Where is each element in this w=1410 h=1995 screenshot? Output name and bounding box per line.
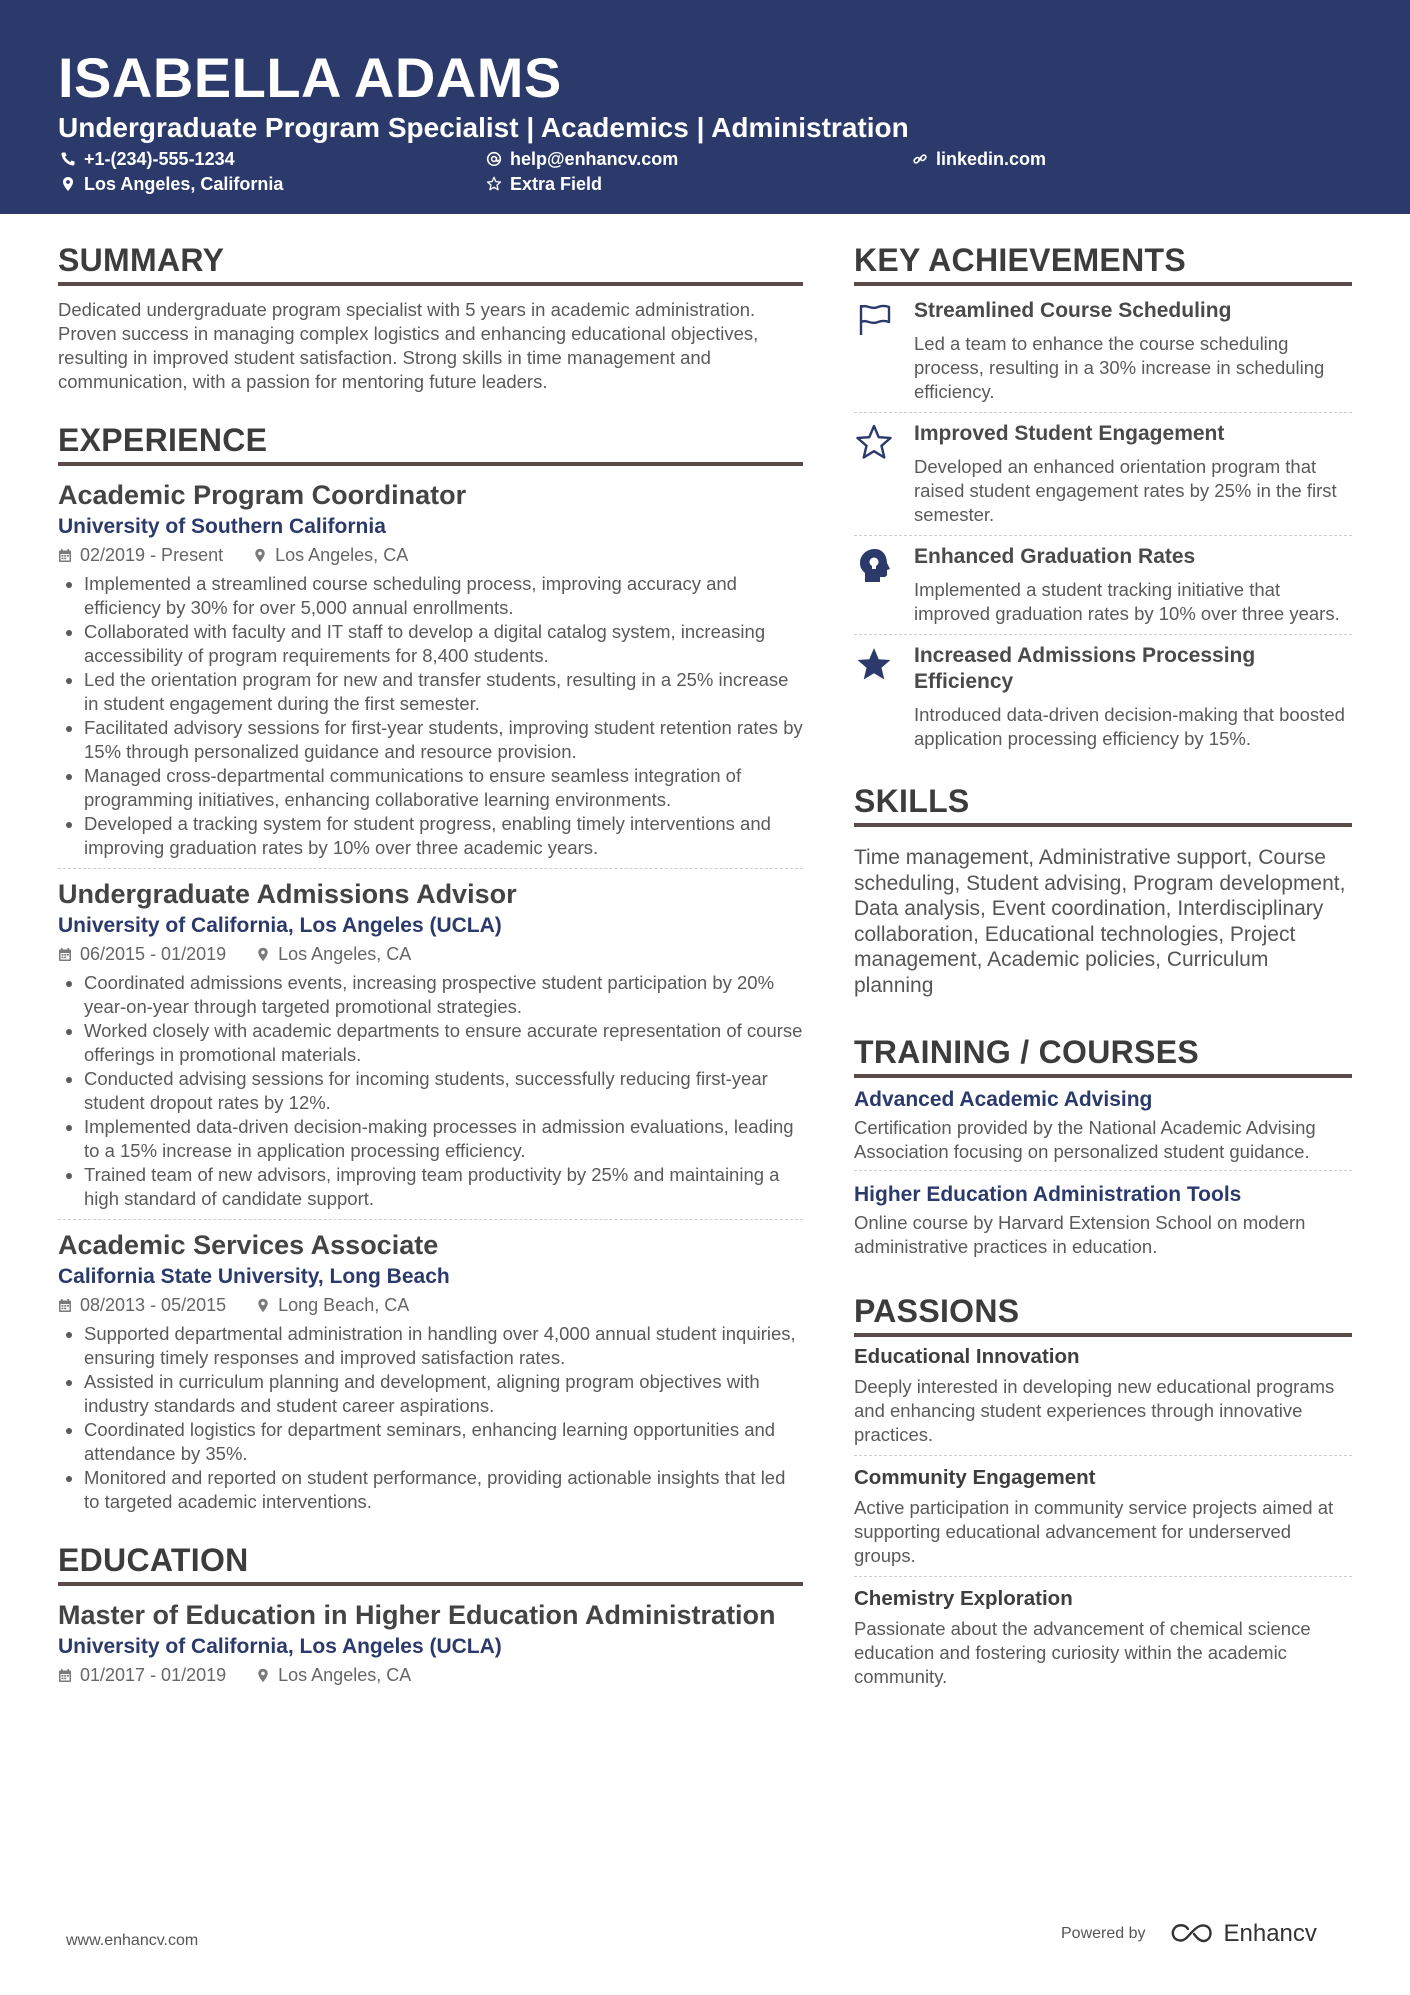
star-outline-icon <box>854 423 894 463</box>
candidate-title: Undergraduate Program Specialist | Academics | Administration <box>58 112 909 143</box>
achievement-item <box>854 413 1352 536</box>
achievement-title: Enhanced Graduation Rates <box>914 545 1196 568</box>
job-bullet: • Worked closely with academic departments to ensure accurate representation of course offerings in promotional materials. <box>84 1019 803 1067</box>
job-bullet: • Implemented data-driven decision-making processes in admission evaluations, leading to a 15% increase in application processing efficiency. <box>84 1115 803 1163</box>
job-org: California State University, Long Beach <box>58 1265 450 1288</box>
education-section <box>58 1540 803 1688</box>
job-role: Academic Services Associate <box>58 1230 439 1260</box>
powered-by-label: Powered by <box>1061 1925 1146 1942</box>
summary-text: Dedicated undergraduate program specialist with 5 years in academic administration. Proven success in managing complex logistics and enhancing educational objectives, resulting in improved student satisfaction. Strong skills in time management and communication, with a passion for mentoring future leaders. <box>58 299 759 392</box>
location-pin-icon <box>253 548 267 563</box>
calendar-icon <box>58 548 72 563</box>
training-section <box>854 1032 1352 1265</box>
passion-item <box>854 1585 1352 1697</box>
flag-icon <box>854 300 894 340</box>
achievements-heading: KEY ACHIEVEMENTS <box>854 240 1352 286</box>
at-icon <box>486 151 502 167</box>
job-bullets <box>58 1322 803 1514</box>
location-pin-icon <box>256 1298 270 1313</box>
job-entry <box>58 1228 803 1522</box>
job-dates: 06/2015 - 01/2019 <box>80 944 227 964</box>
experience-heading: EXPERIENCE <box>58 420 803 466</box>
job-bullet: • Implemented a streamlined course scheduling process, improving accuracy and efficiency by 30% for over 5,000 annual enrollments. <box>84 572 803 620</box>
job-dates: 02/2019 - Present <box>80 545 224 565</box>
job-entry <box>58 478 803 869</box>
contact-email[interactable] <box>486 147 678 171</box>
course-title: Advanced Academic Advising <box>854 1088 1153 1111</box>
job-bullets <box>58 572 803 860</box>
enhancv-logo-icon <box>1168 1921 1216 1947</box>
course-title: Higher Education Administration Tools <box>854 1183 1242 1206</box>
right-column <box>854 240 1352 1705</box>
job-role: Undergraduate Admissions Advisor <box>58 879 517 909</box>
phone-icon <box>60 151 76 167</box>
passions-heading: PASSIONS <box>854 1291 1352 1337</box>
job-bullet: • Collaborated with faculty and IT staff to develop a digital catalog system, increasing accessibility of program requirements for 8,400 students. <box>84 620 803 668</box>
achievements-section <box>854 240 1352 759</box>
job-bullet: • Trained team of new advisors, improving team productivity by 25% and maintaining a high standard of candidate support. <box>84 1163 803 1211</box>
job-bullet: • Developed a tracking system for student progress, enabling timely interventions and improving graduation rates by 10% over three academic years. <box>84 812 803 860</box>
footer-website[interactable]: www.enhancv.com <box>66 1932 199 1949</box>
skills-text: Time management, Administrative support, Course scheduling, Student advising, Program development, Data analysis, Event coordination, Interdisciplinary collaboration, Educational technologies, Project management, Academic policies, Curriculum planning <box>854 846 1346 997</box>
education-heading: EDUCATION <box>58 1540 803 1586</box>
job-bullet: • Assisted in curriculum planning and development, aligning program objectives with industry standards and student career aspirations. <box>84 1370 803 1418</box>
job-bullet: • Facilitated advisory sessions for first-year students, improving student retention rates by 15% through personalized guidance and resource provision. <box>84 716 803 764</box>
passion-title: Community Engagement <box>854 1466 1096 1489</box>
passion-item <box>854 1343 1352 1456</box>
contact-location <box>60 172 283 196</box>
candidate-name: ISABELLA ADAMS <box>58 46 562 109</box>
location-text: Los Angeles, California <box>84 174 284 194</box>
course-item <box>854 1181 1352 1265</box>
summary-section <box>58 240 803 394</box>
job-entry <box>58 877 803 1220</box>
summary-heading: SUMMARY <box>58 240 803 286</box>
job-bullet: • Monitored and reported on student performance, providing actionable insights that led to targeted academic interventions. <box>84 1466 803 1514</box>
achievement-desc: Led a team to enhance the course scheduling process, resulting in a 30% increase in scheduling efficiency. <box>914 333 1325 402</box>
location-pin-icon <box>60 176 76 192</box>
star-outline-icon <box>486 176 502 192</box>
skills-heading: SKILLS <box>854 781 1352 827</box>
job-bullet: • Conducted advising sessions for incoming students, successfully reducing first-year student dropout rates by 12%. <box>84 1067 803 1115</box>
passion-desc: Active participation in community service projects aimed at supporting educational advancement for underserved groups. <box>854 1497 1334 1566</box>
calendar-icon <box>58 1298 72 1313</box>
job-dates: 08/2013 - 05/2015 <box>80 1295 227 1315</box>
phone-text: +1-(234)-555-1234 <box>84 149 235 169</box>
footer-branding <box>1061 1920 1317 1948</box>
course-desc: Online course by Harvard Extension School on modern administrative practices in education. <box>854 1212 1306 1257</box>
achievement-title: Increased Admissions Processing Efficiency <box>914 644 1256 693</box>
passion-item <box>854 1464 1352 1577</box>
contact-linkedin[interactable] <box>912 147 1046 171</box>
brand-logo[interactable] <box>1168 1920 1317 1948</box>
calendar-icon <box>58 947 72 962</box>
left-column <box>58 240 803 1688</box>
contact-phone[interactable] <box>60 147 235 171</box>
job-bullet: • Managed cross-departmental communications to ensure seamless integration of programming initiatives, enhancing collaborative learning environments. <box>84 764 803 812</box>
head-idea-icon <box>854 546 894 586</box>
calendar-icon <box>58 1668 72 1683</box>
extra-text: Extra Field <box>510 174 603 194</box>
achievement-desc: Introduced data-driven decision-making that boosted application processing efficiency by 15%. <box>914 704 1345 749</box>
achievement-item <box>854 635 1352 759</box>
job-bullet: • Supported departmental administration in handling over 4,000 annual student inquiries, ensuring timely responses and improved satisfaction rates. <box>84 1322 803 1370</box>
job-org: University of Southern California <box>58 515 386 538</box>
job-bullet: • Led the orientation program for new and transfer students, resulting in a 25% increase in student engagement during the first semester. <box>84 668 803 716</box>
linkedin-text: linkedin.com <box>936 149 1047 169</box>
job-meta <box>58 1292 803 1318</box>
achievement-desc: Developed an enhanced orientation program that raised student engagement rates by 25% in the first semester. <box>914 456 1337 525</box>
experience-section <box>58 420 803 1522</box>
job-location: Los Angeles, CA <box>275 545 409 565</box>
course-desc: Certification provided by the National Academic Advising Association focusing on personalized student guidance. <box>854 1117 1316 1162</box>
job-bullet: • Coordinated logistics for department seminars, enhancing learning opportunities and attendance by 35%. <box>84 1418 803 1466</box>
job-location: Long Beach, CA <box>278 1295 410 1315</box>
job-bullet: • Coordinated admissions events, increasing prospective student participation by 20% year-on-year through targeted promotional strategies. <box>84 971 803 1019</box>
passion-desc: Passionate about the advancement of chemical science education and fostering curiosity within the academic community. <box>854 1618 1311 1687</box>
job-role: Academic Program Coordinator <box>58 480 467 510</box>
contact-extra <box>486 172 602 196</box>
passion-desc: Deeply interested in developing new educational programs and enhancing student experiences through innovative practices. <box>854 1376 1335 1445</box>
job-meta <box>58 542 803 568</box>
education-org: University of California, Los Angeles (UCLA) <box>58 1635 502 1658</box>
link-icon <box>912 151 928 167</box>
passion-title: Educational Innovation <box>854 1345 1080 1368</box>
star-filled-icon <box>854 645 894 685</box>
job-meta <box>58 941 803 967</box>
skills-section <box>854 781 1352 998</box>
course-item <box>854 1086 1352 1171</box>
education-dates: 01/2017 - 01/2019 <box>80 1665 227 1685</box>
training-heading: TRAINING / COURSES <box>854 1032 1352 1078</box>
resume-header <box>0 0 1410 214</box>
brand-name: Enhancv <box>1223 1920 1317 1947</box>
location-pin-icon <box>256 947 270 962</box>
job-org: University of California, Los Angeles (UCLA) <box>58 914 502 937</box>
education-location: Los Angeles, CA <box>278 1665 412 1685</box>
location-pin-icon <box>256 1668 270 1683</box>
achievement-title: Improved Student Engagement <box>914 422 1225 445</box>
achievement-desc: Implemented a student tracking initiative that improved graduation rates by 10% over three years. <box>914 579 1340 624</box>
achievement-title: Streamlined Course Scheduling <box>914 299 1232 322</box>
education-meta <box>58 1662 803 1688</box>
job-location: Los Angeles, CA <box>278 944 412 964</box>
job-bullets <box>58 971 803 1211</box>
achievement-item <box>854 536 1352 635</box>
education-degree: Master of Education in Higher Education Administration <box>58 1600 776 1630</box>
achievement-item <box>854 290 1352 413</box>
passion-title: Chemistry Exploration <box>854 1587 1073 1610</box>
passions-section <box>854 1291 1352 1697</box>
email-text: help@enhancv.com <box>510 149 679 169</box>
